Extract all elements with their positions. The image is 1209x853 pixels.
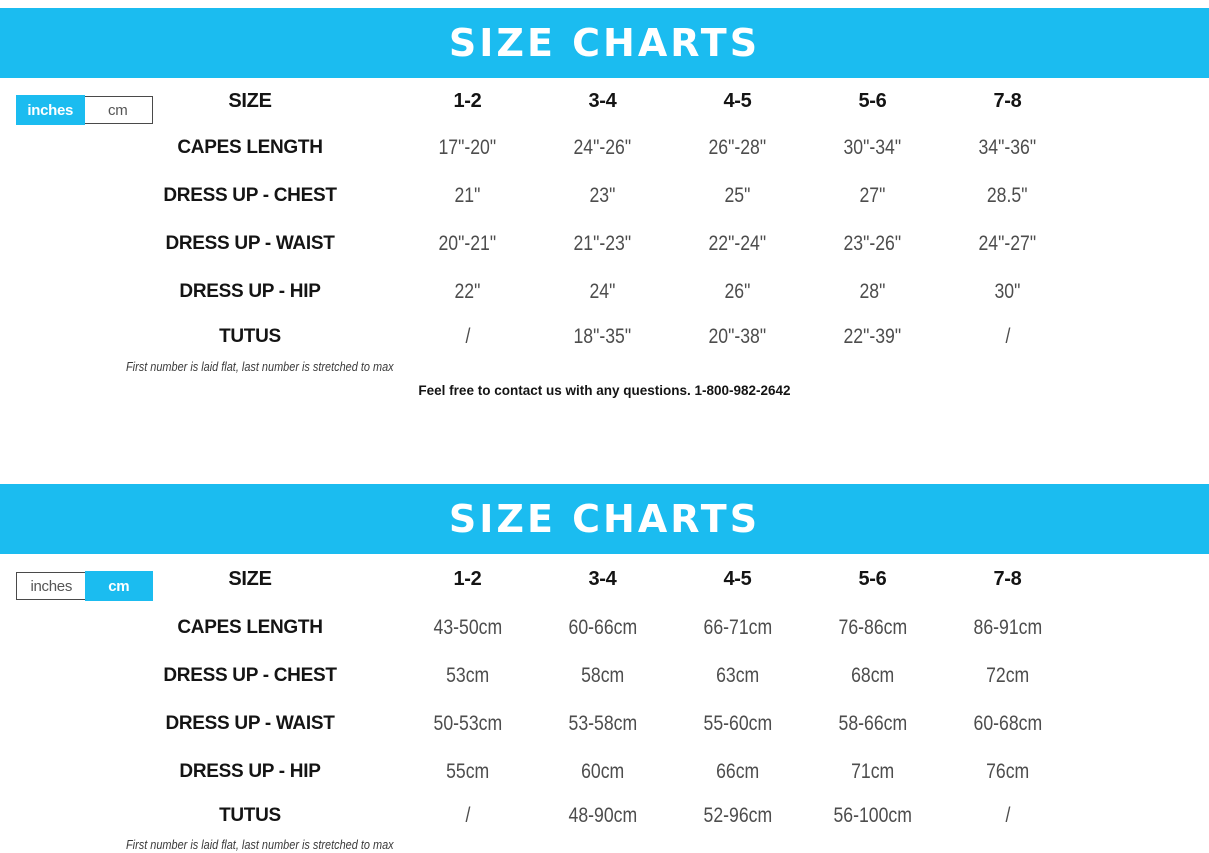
row-label-dress-up-hip: DRESS UP - HIP	[179, 761, 321, 782]
row-label-capes-length: CAPES LENGTH	[177, 137, 323, 158]
row-label-tutus: TUTUS	[219, 805, 281, 826]
value-cell: 34"-36"	[978, 136, 1037, 159]
value-cell: 30"-34"	[843, 136, 902, 159]
footnote: First number is laid flat, last number is stretched to max	[126, 359, 394, 374]
value-cell: 28"	[859, 280, 886, 303]
value-cell: 63cm	[715, 664, 760, 687]
size-header: SIZE	[228, 567, 272, 590]
value-cell: 50-53cm	[433, 712, 502, 735]
value-cell: 22"-24"	[708, 232, 767, 255]
size-col-header: 5-6	[858, 89, 887, 112]
value-cell: 55-60cm	[703, 712, 772, 735]
row-label-dress-up-waist: DRESS UP - WAIST	[165, 233, 335, 254]
value-cell: /	[1005, 325, 1010, 348]
value-cell: 24"-26"	[573, 136, 632, 159]
size-table	[0, 78, 1209, 358]
size-col-header: 3-4	[588, 89, 617, 112]
value-cell: 25"	[724, 184, 751, 207]
value-cell: 56-100cm	[833, 804, 912, 827]
value-cell: 68cm	[850, 664, 895, 687]
value-cell: 27"	[859, 184, 886, 207]
value-cell: 24"	[589, 280, 616, 303]
value-cell: 28.5"	[987, 184, 1028, 207]
size-table	[0, 554, 1209, 836]
toggle-inches-button[interactable]: inches	[16, 95, 85, 125]
chart-title: SIZE CHARTS	[448, 21, 761, 65]
row-label-dress-up-waist: DRESS UP - WAIST	[165, 713, 335, 734]
size-charts-banner	[0, 484, 1209, 554]
value-cell: 21"	[454, 184, 481, 207]
toggle-cm-button[interactable]: cm	[85, 571, 154, 601]
value-cell: /	[1005, 804, 1010, 827]
size-col-header: 4-5	[723, 567, 752, 590]
value-cell: 22"	[454, 280, 481, 303]
size-col-header: 1-2	[453, 567, 482, 590]
size-chart-section-inches	[0, 8, 1209, 401]
size-charts-banner	[0, 8, 1209, 78]
value-cell: 76-86cm	[838, 616, 907, 639]
value-cell: 24"-27"	[978, 232, 1037, 255]
chart-title: SIZE CHARTS	[448, 497, 761, 541]
value-cell: 86-91cm	[973, 616, 1042, 639]
row-label-capes-length: CAPES LENGTH	[177, 617, 323, 638]
size-col-header: 3-4	[588, 567, 617, 590]
value-cell: 26"	[724, 280, 751, 303]
size-col-header: 7-8	[993, 567, 1022, 590]
size-chart-section-cm	[0, 484, 1209, 853]
value-cell: 66-71cm	[703, 616, 772, 639]
size-col-header: 1-2	[453, 89, 482, 112]
unit-toggle[interactable]	[16, 96, 153, 124]
toggle-inches-button[interactable]: inches	[30, 577, 73, 595]
row-label-tutus: TUTUS	[219, 326, 281, 347]
size-header: SIZE	[228, 89, 272, 112]
value-cell: 48-90cm	[568, 804, 637, 827]
unit-toggle[interactable]	[16, 572, 153, 600]
value-cell: 55cm	[445, 760, 490, 783]
value-cell: 58-66cm	[838, 712, 907, 735]
value-cell: 53cm	[445, 664, 490, 687]
value-cell: 23"	[589, 184, 616, 207]
value-cell: 17"-20"	[438, 136, 497, 159]
value-cell: 30"	[994, 280, 1021, 303]
size-col-header: 5-6	[858, 567, 887, 590]
footnote: First number is laid flat, last number is stretched to max	[126, 837, 394, 852]
value-cell: 21"-23"	[573, 232, 632, 255]
size-col-header: 4-5	[723, 89, 752, 112]
size-table-wrap	[0, 554, 1209, 853]
value-cell: 60-66cm	[568, 616, 637, 639]
value-cell: 76cm	[985, 760, 1030, 783]
value-cell: 58cm	[580, 664, 625, 687]
value-cell: /	[465, 804, 470, 827]
toggle-cm-button[interactable]: cm	[108, 101, 128, 119]
value-cell: 20"-38"	[708, 325, 767, 348]
row-label-dress-up-chest: DRESS UP - CHEST	[163, 185, 337, 206]
value-cell: 22"-39"	[843, 325, 902, 348]
size-col-header: 7-8	[993, 89, 1022, 112]
row-label-dress-up-hip: DRESS UP - HIP	[179, 281, 321, 302]
value-cell: 60-68cm	[973, 712, 1042, 735]
value-cell: 53-58cm	[568, 712, 637, 735]
value-cell: 20"-21"	[438, 232, 497, 255]
value-cell: 26"-28"	[708, 136, 767, 159]
value-cell: /	[465, 325, 470, 348]
value-cell: 18"-35"	[573, 325, 632, 348]
value-cell: 23"-26"	[843, 232, 902, 255]
value-cell: 60cm	[580, 760, 625, 783]
contact-line: Feel free to contact us with any questions. 1-800-982-2642	[418, 383, 791, 398]
value-cell: 43-50cm	[433, 616, 502, 639]
value-cell: 72cm	[985, 664, 1030, 687]
row-label-dress-up-chest: DRESS UP - CHEST	[163, 665, 337, 686]
size-table-wrap	[0, 78, 1209, 401]
value-cell: 71cm	[850, 760, 895, 783]
value-cell: 52-96cm	[703, 804, 772, 827]
value-cell: 66cm	[715, 760, 760, 783]
